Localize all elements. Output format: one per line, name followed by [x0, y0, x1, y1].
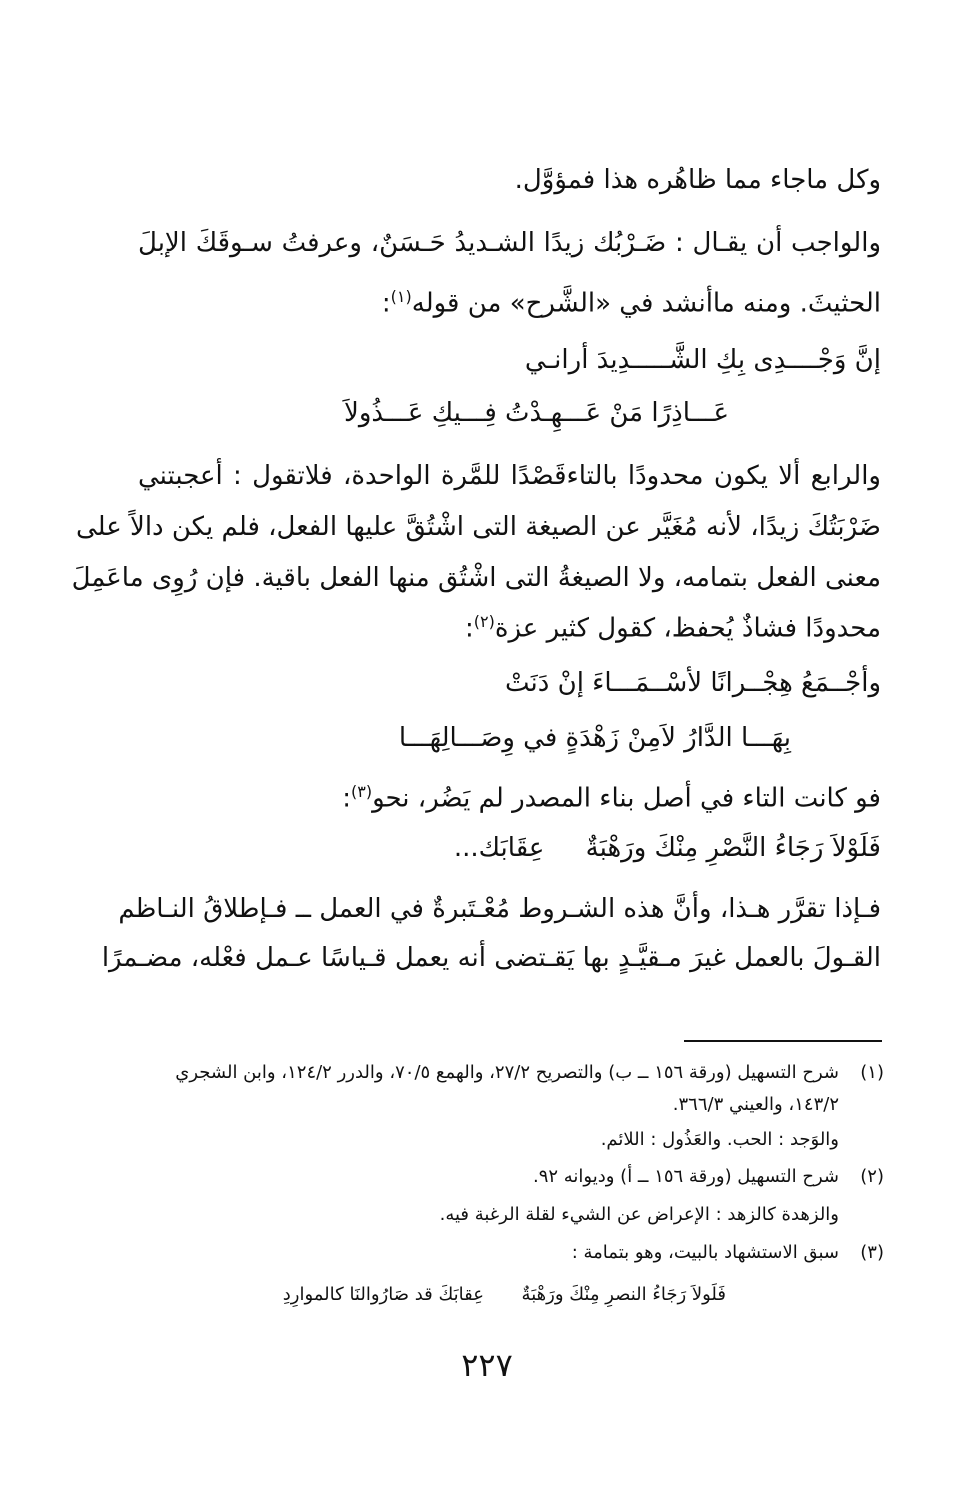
- body-line: [382, 277, 881, 324]
- verse-second-hemistich: عَـــاذِرًا مَنْ عَـــهِـدْتُ فِـــيكِ عَـــذُولاَ: [344, 398, 729, 428]
- footnote-verse-first: فَلَولاَ رَجَاءُ النصرِ مِنْكَ ورَهْبَةٌ: [521, 1284, 726, 1305]
- body-line: معنى الفعل بتمامه، ولا الصيغةُ التى اشْتُق منها الفعل باقية. فإن رُوِى ماعَمِلَ: [71, 563, 881, 593]
- body-line-text: محدودًا فشاذٌ يُحفظ، كقول كثير عزة: [494, 613, 881, 644]
- body-line: [342, 772, 881, 819]
- verse-quote: فَلَوْلاَ رَجَاءُ النَّصْرِ مِنْكَ ورَهْبَةٌ عِقَابَك...: [453, 833, 881, 863]
- footnote-line: والوَجد : الحب. والعَذُول : اللائم.: [600, 1129, 839, 1150]
- footnote-ref: (٣): [351, 782, 373, 801]
- page-number: ٢٢٧: [461, 1346, 513, 1384]
- verse-first-hemistich: وأجْــمَعُ هِجْــرانًا لأسْــمَـــاءَ إنْ دَنَتْ: [504, 668, 881, 698]
- colon: :: [464, 613, 474, 644]
- footnote-verse-second: عِقابَكَ قد صَارُوالنَا كالموارِدِ: [282, 1284, 484, 1305]
- body-line: ضَرْبَتُكَ زيدًا، لأنه مُغَيَّر عن الصيغة التى اشْتُقَّ عليها الفعل، فلم يكن دالاً على: [75, 512, 881, 542]
- body-line: وكل ماجاء مما ظاهُره هذا فمؤوَّل.: [514, 165, 881, 195]
- footnote-number: (٢): [860, 1166, 884, 1187]
- footnote-line: شرح التسهيل (ورقة ١٥٦ ــ ب) والتصريح ٢٧/٢، والهمع ٧٠/٥، والدرر ١٢٤/٢، وابن الشجري: [175, 1062, 839, 1083]
- body-line: [465, 602, 881, 649]
- colon: :: [342, 783, 351, 814]
- body-line: فـإذا تقرَّر هـذا، وأنَّ هذه الشـروط مُعْـتَبرةٌ في العمل ــ فـإطلاقُ النـاظم: [118, 894, 881, 924]
- colon: :: [381, 288, 391, 319]
- footnote-line: ١٤٣/٢، والعيني ٣٦٦/٣.: [672, 1094, 839, 1115]
- verse-second-hemistich: بِهَـــا الدَّارُ لاَمِنْ زَهْدَةٍ في وِصَـــالِهَـــا: [398, 723, 791, 753]
- body-line-text: الحثيثَ. ومنه ماأنشد في «الشَّرح» من قوله: [411, 288, 881, 319]
- body-line: والواجب أن يقـال : ضَـرْبُك زيدًا الشـديدُ حَـسَنٌ، وعرفتُ سـوقَكَ الإبلَ: [138, 228, 881, 258]
- footnote-separator: [684, 1040, 882, 1042]
- footnote-number: (٣): [860, 1242, 884, 1263]
- footnote-line: سبق الاستشهاد بالبيت، وهو بتمامة :: [571, 1242, 839, 1263]
- footnote-ref: (٢): [473, 612, 495, 631]
- footnote-line: والزهدة كالزهد : الإعراض عن الشيء لقلة الرغبة فيه.: [439, 1204, 839, 1225]
- body-line: والرابع ألا يكون محدودًا بالتاءقَصْدًا للمَّرة الواحدة، فلاتقول : أعجبتني: [138, 461, 881, 491]
- footnote-ref: (١): [390, 287, 412, 306]
- body-line: القـولَ بالعمل غيرَ مـقيَّـدٍ بها يَقـتضى أنه يعمل قـياسًا عـمل فعْله، مضـمرًا: [101, 943, 881, 973]
- footnote-number: (١): [860, 1062, 884, 1083]
- verse-first-hemistich: إنَّ وَجْــــدِى بِكِ الشَّـــــدِيدَ أرانـي: [524, 345, 881, 375]
- footnote-line: شرح التسهيل (ورقة ١٥٦ ــ أ) وديوانه ٩٢.: [532, 1166, 839, 1187]
- body-line-text: فو كانت التاء في أصل بناء المصدر لم يَضُر، نحو: [372, 783, 881, 814]
